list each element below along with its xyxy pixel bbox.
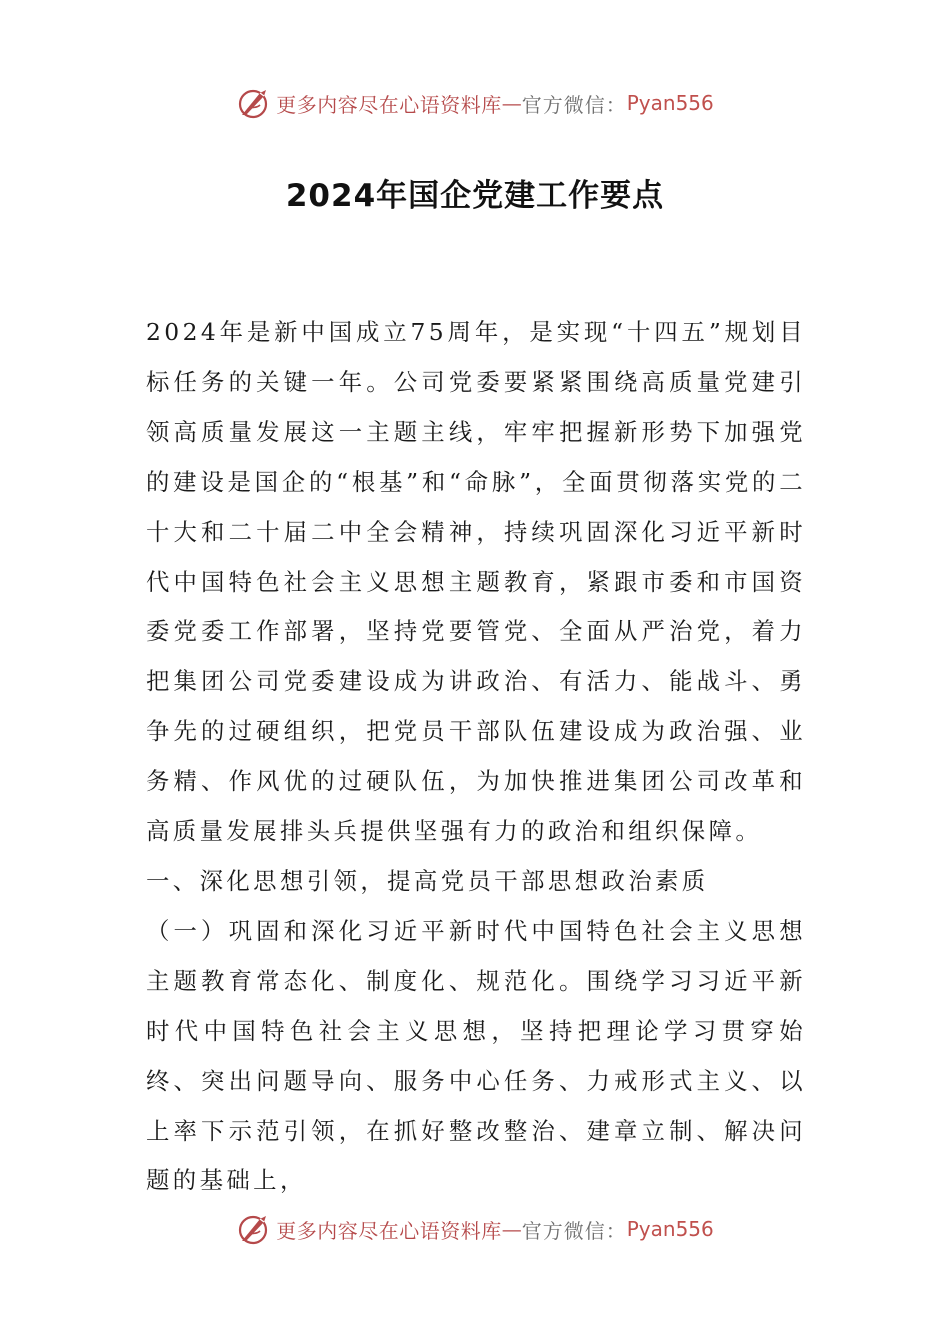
section-heading: 一、深化思想引领，提高党员干部思想政治素质 [146,866,709,895]
banner-official-wechat-label: 官方微信： [521,1218,627,1243]
header-watermark-banner [0,83,950,123]
banner-dash: — [501,91,522,115]
intro-paragraph: 2024年是新中国成立75周年，是实现“十四五”规划目标任务的关键一年。公司党委要紧紧围绕高质量党建引领高质量发展这一主题主线，牢牢把握新形势下加强党的建设是国企的“根基”和“命脉”，全面贯彻落实党的二十大和二十届二中全会精神，持续巩固深化习近平新时代中国特色社会主义思想主题教育，紧跟市委和市国资委党委工作部署，坚持党要管党、全面从严治党，着力把集团公司党委建设成为讲政治、有活力、能战斗、勇争先的过硬组织，把党员干部队伍建设成为政治强、业务精、作风优的过硬队伍，为加快推进集团公司改革和高质量发展排头兵提供坚强有力的政治和组织保障。 [146,318,806,846]
quill-pen-logo-icon [236,85,272,121]
banner-official-wechat-label: 官方微信： [521,92,627,117]
banner-slogan: 更多内容尽在心语资料库 [276,1218,502,1243]
document-body [146,308,806,1206]
footer-watermark-banner [0,1209,950,1249]
quill-pen-logo-icon [236,1211,272,1247]
subsection-paragraph: （一）巩固和深化习近平新时代中国特色社会主义思想主题教育常态化、制度化、规范化。围绕学习习近平新时代中国特色社会主义思想，坚持把理论学习贯穿始终、突出问题导向、服务中心任务、力戒形式主义、以上率下示范引领，在抓好整改整治、建章立制、解决问题的基础上， [146,916,806,1195]
banner-slogan: 更多内容尽在心语资料库 [276,92,502,117]
banner-dash: — [501,1217,522,1241]
banner-wechat-id: Pyan556 [626,91,714,115]
banner-wechat-id: Pyan556 [626,1217,714,1241]
document-title: 2024年国企党建工作要点 [285,178,665,214]
